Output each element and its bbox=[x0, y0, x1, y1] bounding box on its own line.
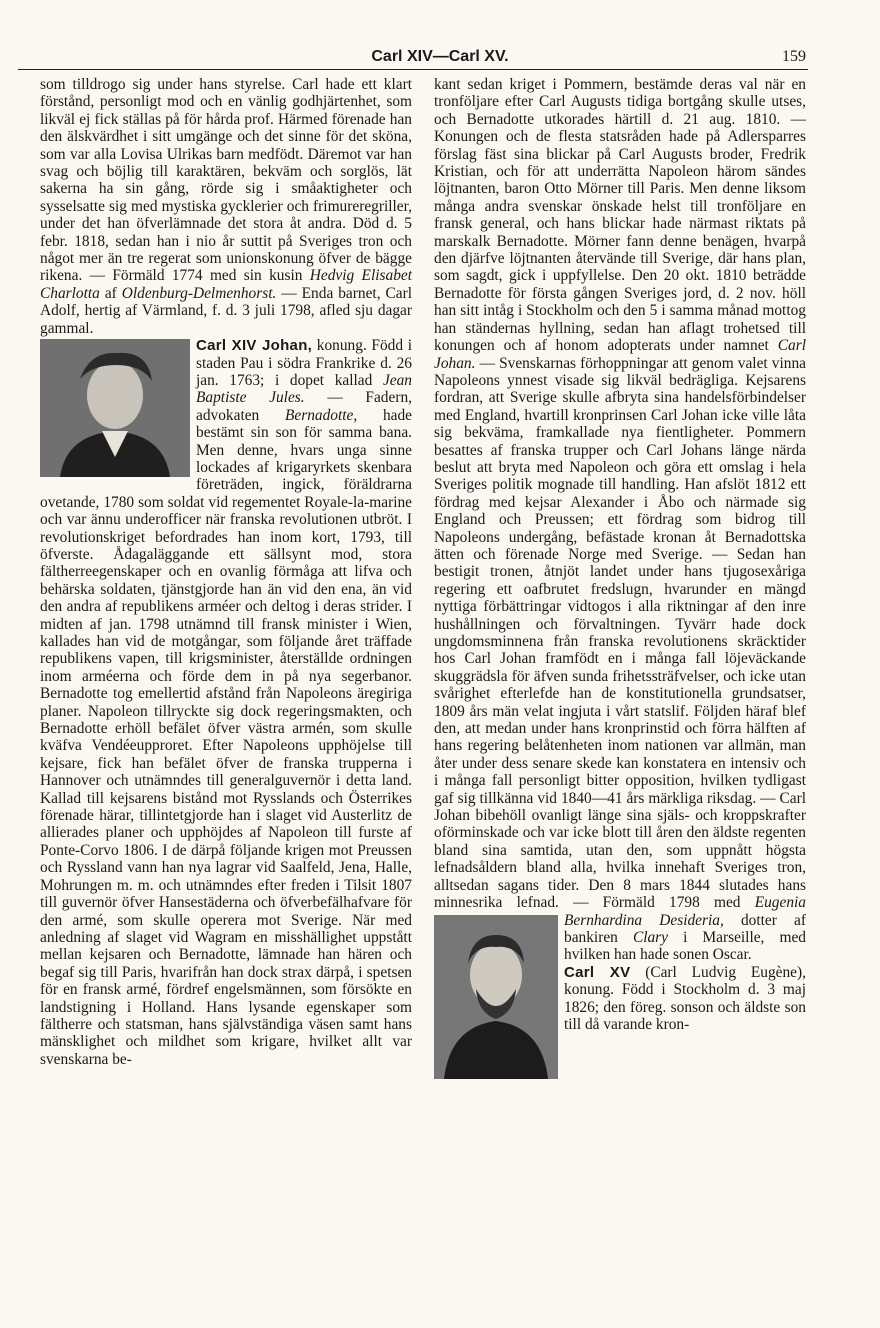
left-column bbox=[40, 76, 412, 1321]
banker-name: Clary bbox=[632, 928, 668, 946]
wife-house: Oldenburg-Delmenhorst. bbox=[121, 284, 277, 302]
wife-name: Hedvig Elisabet Charlotta bbox=[40, 267, 412, 302]
carl-xiv-entry: Carl XIV Johan, konung. Född i staden Pau i södra Frankrike d. 26 jan. 1763; i dopet kallad Jean Baptiste Jules. — Fadern, advokaten Bernadotte, hade bestämt sin son för samma bana. Men denne, hvars unga sinne lockades af krigaryrkets skenbara företräden, ingick, föräldrarna ovetande, 1780 som soldat vid regementet Royale-la-marine och var ännu underofficer när franska revolutionen utbröt. I revolutionskriget befordrades han inom kort, 1793, till öfverste. Ådagaläggande ett sällsynt mod, stora fältherreegenskaper och en ovanlig förmåga att lifva och behärska soldaten, tjänstgjorde han än vid den ena, än vid den andra af republikens arméer och deltog i deras strider. I midten af jan. 1798 utnämnd till fransk minister i Wien, kallades han vid de motgångar, som följande året träffade republikens vapen, till krigsminister, återställde ordningen inom arméerna och förde dem in på nya segerbanor. Bernadotte tog emellertid afstånd från Napoleons äregiriga planer. Napoleon tillryckte sig dock regeringsmakten, och Bernadotte erhöll befälet öfver västra armén, som skulle kväfva Vendéeupproret. Efter Napoleons upphöjelse till kejsare, fick han befälet öfver de franska trupperna i Hannover och utnämndes till generalguvernör i detta land. Kallad till kejsarens bistånd mot Rysslands och Österrikes förenade härar, tillintetgjorde han i slaget vid Austerlitz de allierades planer och upphöjdes af Napoleon till furste af Ponte-Corvo 1806. I de därpå följande krigen mot Preussen och Ryssland vann han nya lagrar vid Saalfeld, Jena, Halle, Mohrungen m. m. och utnämndes efter freden i Tilsit 1807 till guvernör öfver Hansestäderna och öfverbefälhafvare för den armé, som skulle operera mot Sverige. När med anledning af slaget vid Wagram en misshällighet uppstått mellan kejsaren och Bernadotte, lämnade han hären och begaf sig till Paris, hvarifrån han dock strax därpå, i spetsen för en fransk armé, fördref engelsmännen, som försökte en landstigning i Holland. Hans lysande egenskaper som fältherre och statsman, hans självständiga väsen samt hans mänsklighet och mildhet som krigare, hvilket allt var svenskarna be- bbox=[40, 337, 412, 1068]
carl-xv-entry: Carl XV (Carl Ludvig Eugène), konung. Född i Stockholm d. 3 maj 1826; den föreg. sonson och äldste son till då varande kron- bbox=[564, 963, 806, 1033]
family-name: Bernadotte, bbox=[284, 406, 358, 424]
carl-xiii-paragraph: som tilldrogo sig under hans styrelse. Carl hade ett klart förstånd, personligt mod och en vänlig godhjärtenhet, som likväl ej fick ställas på för hårda prof. Härmed förenade han den älskvärdhet i sitt umgänge och det sinne för det sköna, som var alla Lovisa Ulrikas barn medfödt. Däremot var han svag och böjlig till karaktären, bekväm och sorglös, lät sakerna ha sin gång, rörde sig i småaktigheter och sysselsatte sig med mystiska gycklerier och frimureregriller, under det han öfverlämnade det stora åt andra. Död d. 5 febr. 1818, sedan han i nio år suttit på Sveriges tron och något mer än tre regerat som unionskonung öfver de bägge rikena. — Förmäld 1774 med sin kusin Hedvig Elisabet Charlotta af Oldenburg-Delmenhorst. — Enda barnet, Carl Adolf, hertig af Värmland, f. d. 3 juli 1798, afled sju dagar gammal. bbox=[40, 76, 412, 337]
page-number: 159 bbox=[782, 48, 806, 65]
adopted-name: Carl Johan. bbox=[434, 337, 806, 372]
entry-heading-carl-xv: Carl XV bbox=[564, 963, 631, 981]
queen-name: Eugenia Bernhardina Desideria, bbox=[564, 894, 806, 929]
header-rule bbox=[18, 69, 808, 70]
portrait-carl-xv bbox=[434, 915, 558, 1079]
right-column bbox=[434, 76, 806, 1321]
carl-xiv-continuation: kant sedan kriget i Pommern, bestämde deras val när en tronföljare efter Carl Augusts tidiga bortgång skulle utses, och Bernadotte utkorades härtill d. 21 aug. 1810. — Konungen och de flesta statsråden hade på Adlersparres förslag fäst sina blickar på Carl Augusts broder, Fredrik Kristian, och för att underrätta Napoleon härom sändes löjtnanten, baron Otto Mörner till Paris. Men denne liksom många andra svenskar önskade helst till tronföljare en fransk general, och hans blickar hade närmast riktats på marskalk Bernadotte. Mörner fann denne benägen, hvarpå den djärfve löjtnanten återvände till Sverige, där hans plan, som sagdt, gick i uppfyllelse. Den 20 okt. 1810 beträdde Bernadotte för första gången Sveriges jord, d. 2 nov. höll han sitt intåg i Stockholm och den 5 i samma månad mottog han ständernas hyllning, sedan han aflagt trohetsed till konungen och af honom adopterats under namnet Carl Johan. — Svenskarnas förhoppningar att genom valet vinna Napoleons ynnest visade sig likväl bedrägliga. Kejsarens fordran, att Sverige skulle afbryta sina handelsförbindelser med England, hvartill kronprinsen Carl Johan icke ville låta sig bekväma, framkallade nya fientligheter. Pommern besattes af franska trupper och Carl Johans länge närda beslut att bryta med Napoleon och göra ett omslag i hela Sveriges politik mognade till handling. Han afslöt 1812 ett fördrag med kejsar Alexander i Åbo och närmade sig England och Preussen; ett fördrag som bidrog till Napoleons undergång, befästade kronan åt Bernadottska ätten och förenade Norge med Sverige. — Sedan han bestigit tronen, åtnjöt landet under hans tjugosexåriga regering ett oafbrutet fredslugn, hvarunder en mängd nyttiga förbättringar vidtogos i alla riktningar af den inre hushållningen och förvaltningen. Tyvärr hade dock ungdomsminnena från franska revolutionens skräcktider hos Carl Johan framfödt en i många fall löjeväckande skuggrädsla för äfven sunda frihetssträfvelser, och icke utan svårighet efterlefde han de konstitutionella grundsatser, 1809 års män velat ingjuta i vårt statslif. Följden häraf blef den, att medan under hans kronprinstid och förra hälften af hans regering belåtenheten inom nationen var allmän, man åter under dess senare skede kan konstatera en intensiv och i många fall personligt bitter opposition, hvilken tydligast gaf sig tillkänna vid 1840—41 års märkliga riksdag. — Carl Johan bibehöll ovanligt länge sina själs- och kroppskrafter oförminskade och var icke blott till åren den äldste regenten bland sina samtida, utan den, som uppnått högsta lefnadsåldern bland alla, hvilka innehaft Sveriges tron, alltsedan sagans tider. Den 8 mars 1844 slutades hans minnesrika lefnad. — Förmäld 1798 med Eugenia Bernhardina Desideria, dotter af bankiren Clary i Marseille, med hvilken han hade sonen Oscar. bbox=[434, 76, 806, 964]
portrait-carl-xiv-johan bbox=[40, 339, 190, 477]
birth-name: Jean Baptiste Jules. bbox=[196, 371, 412, 407]
entry-heading-carl-xiv: Carl XIV Johan, bbox=[196, 337, 313, 355]
page-title: Carl XIV—Carl XV. bbox=[371, 48, 509, 65]
